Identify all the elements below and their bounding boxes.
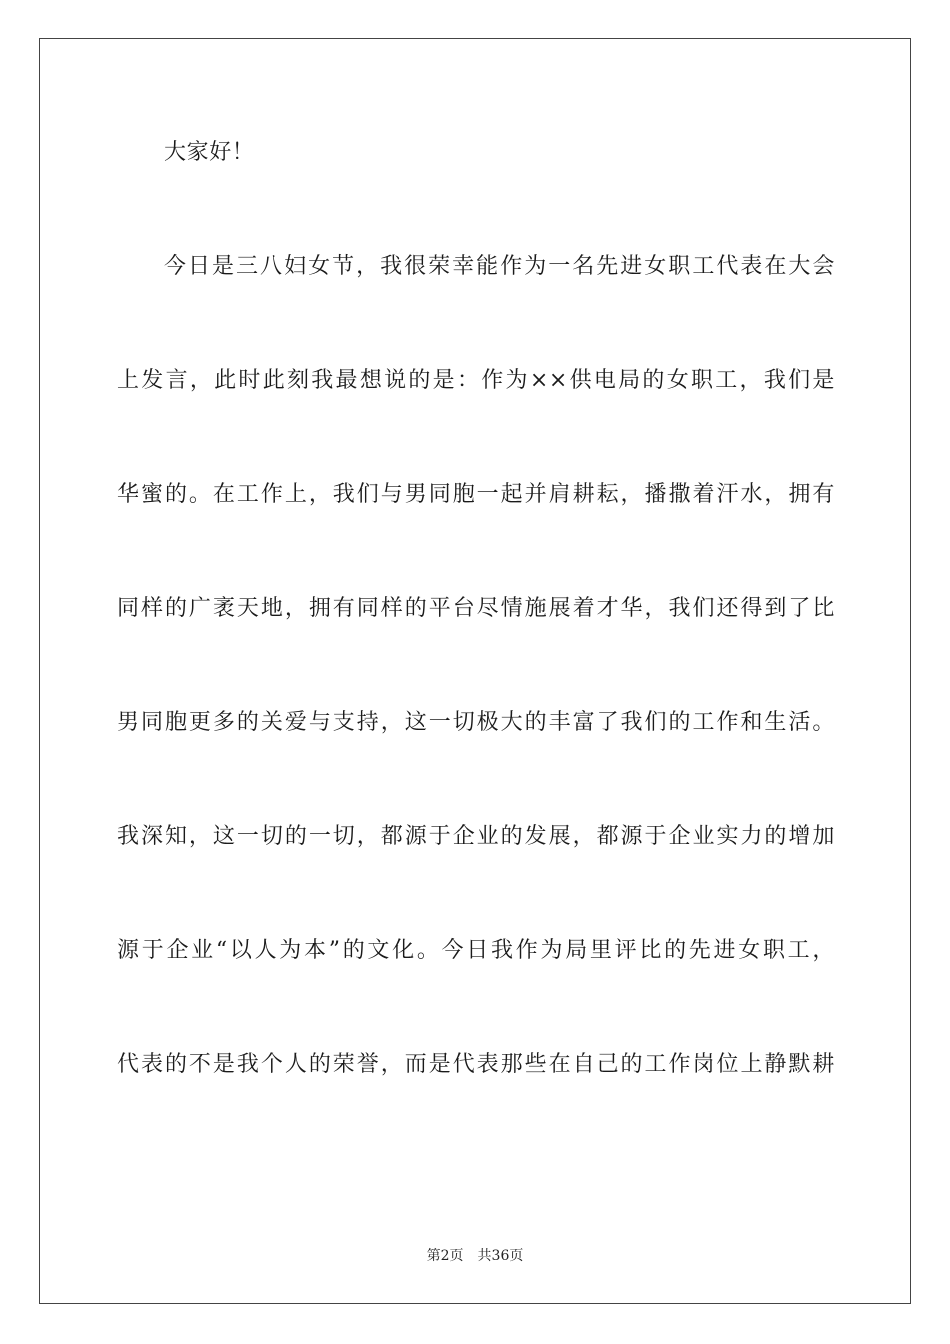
page-footer: [0, 1245, 950, 1265]
paragraph-line: 源于企业“以人为本”的文化。今日我作为局里评比的先进女职工，: [117, 938, 835, 963]
paragraph-line: 今日是三八妇女节，我很荣幸能作为一名先进女职工代表在大会: [164, 254, 835, 279]
paragraph-line: 同样的广袤天地，拥有同样的平台尽情施展着才华，我们还得到了比: [117, 596, 835, 621]
paragraph-line: 男同胞更多的关爱与支持，这一切极大的丰富了我们的工作和生活。: [117, 710, 835, 735]
paragraph-line: 华蜜的。在工作上，我们与男同胞一起并肩耕耘，播撒着汗水，拥有: [117, 482, 835, 507]
paragraph-line: 代表的不是我个人的荣誉，而是代表那些在自己的工作岗位上静默耕: [117, 1052, 835, 1077]
greeting-line: 大家好！: [164, 140, 255, 165]
page-total: 共36页: [477, 1248, 524, 1264]
paragraph-line: 我深知，这一切的一切，都源于企业的发展，都源于企业实力的增加: [117, 824, 835, 849]
page-number: 第2页: [426, 1248, 464, 1264]
paragraph-line: 上发言，此时此刻我最想说的是：作为××供电局的女职工，我们是: [117, 368, 835, 393]
document-body: [117, 127, 835, 1153]
